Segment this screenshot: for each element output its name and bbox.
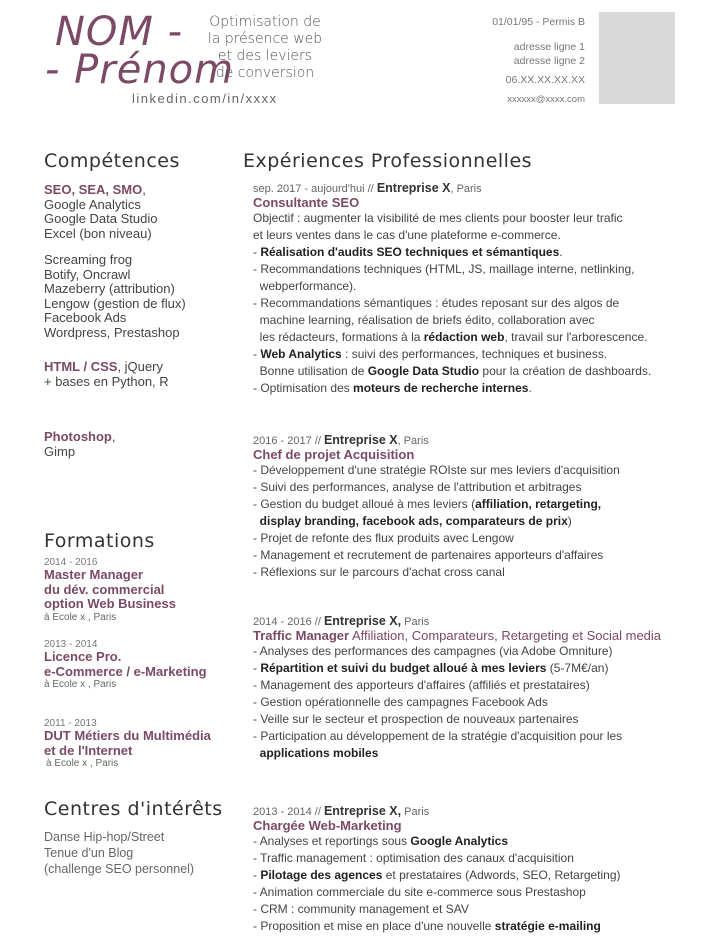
- job-bullet: [253, 261, 693, 278]
- job-city: Paris: [401, 806, 430, 818]
- job-bullet-text: webperformance).: [253, 279, 357, 293]
- job-bullet: [253, 643, 703, 660]
- formation-title: Master Manager: [44, 567, 143, 582]
- formation-item: [44, 718, 244, 769]
- job-bullet: [253, 462, 693, 479]
- formation-item: [44, 557, 244, 623]
- job-bullet-text: - Participation au développement de la stratégie d'acquisition pour les: [253, 729, 623, 743]
- job-bullet-text: - Recommandations techniques (HTML, JS, maillage interne, netlinking,: [253, 262, 635, 276]
- job-lines: [253, 643, 703, 762]
- address-line2: adresse ligne 2: [513, 55, 585, 67]
- skill-item: Lengow (gestion de flux): [44, 295, 186, 311]
- job-bullet: [253, 745, 703, 762]
- job-bullet-text: - Analyses et reportings sous: [253, 834, 411, 848]
- job-role: [253, 628, 703, 643]
- job-bullet: [253, 210, 693, 227]
- birth-permit: 01/01/95 - Permis B: [492, 16, 585, 28]
- job-bullet: [253, 346, 693, 363]
- job-role: [253, 818, 693, 833]
- job-role-label: Consultante SEO: [253, 195, 360, 210]
- job-bullet: [253, 329, 693, 346]
- job-lines: [253, 210, 693, 397]
- job-bullet-text: - Animation commerciale du site e-commerce sous Prestashop: [253, 885, 586, 899]
- job-bullet-text: Bonne utilisation de: [253, 364, 368, 378]
- job-bullet: [253, 363, 693, 380]
- formation-title: et de l'Internet: [44, 742, 133, 758]
- job-header: [253, 614, 703, 628]
- job-bullet: [253, 513, 693, 530]
- linkedin-url[interactable]: linkedin.com/in/xxxx: [132, 91, 278, 106]
- job-bullet: [253, 564, 693, 581]
- job-bullet: [253, 884, 693, 901]
- job-header: [253, 804, 693, 818]
- tagline-line: la présence web: [207, 31, 323, 47]
- interest-item: Danse Hip-hop/Street: [44, 830, 165, 844]
- job-dates: sep. 2017 - aujourd'hui //: [253, 183, 374, 195]
- job-company: Entreprise X,: [323, 804, 402, 818]
- skill-item: Screaming frog: [44, 252, 133, 267]
- job-lines: [253, 462, 693, 581]
- job-bullet-text: machine learning, réalisation de briefs édito, collaboration avec: [253, 313, 595, 327]
- job-entry: [253, 614, 703, 762]
- job-bullet-text: - Analyses des performances des campagnes (via Adobe Omniture): [253, 644, 613, 658]
- skill-code: [44, 360, 234, 375]
- formation-item: [44, 639, 244, 690]
- job-role: [253, 447, 693, 462]
- job-bullet: [253, 244, 693, 261]
- job-bullet-text: pour la création de dashboards.: [479, 364, 652, 378]
- skill-code-rest: , jQuery: [117, 359, 163, 374]
- skill-seo: SEO, SEA, SMO,: [44, 182, 146, 197]
- job-company: Entreprise X,: [323, 614, 402, 628]
- job-bullet-text: -: [253, 868, 261, 882]
- interests-list: [44, 829, 194, 877]
- skill-item: Gimp: [44, 443, 76, 459]
- tagline-line: Optimisation de: [209, 14, 321, 30]
- address-line1: adresse ligne 1: [513, 41, 585, 53]
- phone: 06.XX.XX.XX.XX: [505, 74, 585, 86]
- skill-item: Facebook Ads: [44, 310, 127, 325]
- job-role-label: Chargée Web-Marketing: [253, 818, 402, 833]
- job-lines: [253, 833, 693, 935]
- job-bullet-text: et prestataires (Adwords, SEO, Retargeting): [382, 868, 621, 882]
- skill-item: Google Analytics: [44, 196, 141, 212]
- job-bullet-bold: Google Analytics: [410, 834, 508, 848]
- tagline-line: et des leviers: [217, 48, 313, 64]
- formation-title: option Web Business: [44, 596, 176, 611]
- skill-item: Wordpress, Prestashop: [44, 324, 180, 340]
- formation-title: DUT Métiers du Multimédia: [44, 728, 211, 743]
- job-bullet-text: - Veille sur le secteur et prospection de nouveaux partenaires: [253, 712, 579, 726]
- job-bullet-bold: applications mobiles: [259, 746, 379, 760]
- job-city: , Paris: [450, 183, 482, 195]
- skill-photoshop-label: Photoshop: [44, 429, 112, 444]
- job-entry: [253, 804, 693, 935]
- job-role-extra: Affiliation, Comparateurs, Retargeting et Social media: [349, 628, 662, 643]
- skill-item: Mazeberry (attribution): [44, 281, 175, 296]
- job-bullet: [253, 850, 693, 867]
- job-bullet-text: [253, 746, 260, 760]
- job-bullet-bold: Pilotage des agences: [260, 868, 383, 882]
- job-bullet-bold: rédaction web: [423, 330, 505, 344]
- tagline-line: de conversion: [215, 65, 315, 81]
- job-bullet: [253, 496, 693, 513]
- job-bullet-text: - Développement d'une stratégie ROIste sur mes leviers d'acquisition: [253, 463, 620, 477]
- interest-item: Tenue d'un Blog: [44, 846, 134, 860]
- job-bullet-text: , travail sur l'arborescence.: [504, 330, 648, 344]
- job-bullet-bold: Web Analytics: [260, 347, 342, 361]
- job-city: Paris: [401, 616, 430, 628]
- skills-title: Compétences: [44, 150, 180, 172]
- formation-dates: 2011 - 2013: [44, 718, 97, 729]
- job-bullet-text: : suivi des performances, techniques et business.: [341, 347, 608, 361]
- job-bullet-text: .: [559, 245, 563, 259]
- tagline: [195, 14, 335, 82]
- job-bullet: [253, 227, 693, 244]
- job-bullet-bold: affiliation, retargeting,: [475, 497, 602, 511]
- formations-title: Formations: [44, 530, 155, 552]
- email[interactable]: xxxxxx@xxxx.com: [507, 94, 585, 105]
- job-city: , Paris: [397, 435, 429, 447]
- interest-item: (challenge SEO personnel): [44, 862, 195, 876]
- skills-list: [44, 183, 234, 389]
- job-bullet-bold: display branding, facebook ads, comparateurs de prix: [259, 514, 568, 528]
- job-bullet: [253, 295, 693, 312]
- job-company: Entreprise X: [323, 433, 398, 447]
- skill-seo-label: SEO, SEA, SMO: [44, 182, 143, 197]
- skill-photoshop: Photoshop,: [44, 429, 116, 444]
- job-bullet-text: [253, 514, 260, 528]
- skill-item: Botify, Oncrawl: [44, 266, 131, 282]
- job-bullet-text: - Management et recrutement de partenaires apporteurs d'affaires: [253, 548, 604, 562]
- job-dates: 2014 - 2016 //: [253, 616, 321, 628]
- job-bullet-bold: Répartition et suivi du budget alloué à mes leviers: [260, 661, 547, 675]
- job-role-label: Traffic Manager: [253, 628, 350, 643]
- skill-code-label: HTML / CSS: [44, 359, 118, 374]
- formation-school: à Ecole x , Paris: [44, 679, 117, 690]
- job-bullet: [253, 380, 693, 397]
- job-bullet-text: -: [253, 245, 261, 259]
- job-bullet-text: - Suivi des performances, analyse de l'attribution et arbitrages: [253, 480, 582, 494]
- job-header: [253, 181, 693, 195]
- skill-item: Google Data Studio: [44, 211, 158, 226]
- formation-school: à Ecole x , Paris: [46, 758, 119, 769]
- job-company: Entreprise X: [376, 181, 451, 195]
- job-bullet: [253, 918, 693, 935]
- job-dates: 2013 - 2014 //: [253, 806, 321, 818]
- job-bullet-text: - Recommandations sémantiques : études reposant sur des algos de: [253, 296, 620, 310]
- skill-item: Excel (bon niveau): [44, 225, 152, 241]
- job-bullet: [253, 901, 693, 918]
- job-role-label: Chef de projet Acquisition: [253, 447, 415, 462]
- photo-placeholder: [599, 12, 675, 104]
- job-bullet-text: Objectif : augmenter la visibilité de mes clients pour booster leur trafic: [253, 211, 623, 225]
- job-bullet: [253, 677, 703, 694]
- formation-dates: 2014 - 2016: [44, 557, 98, 568]
- job-bullet: [253, 711, 703, 728]
- job-bullet-text: - Optimisation des: [253, 381, 354, 395]
- job-bullet-text: .: [528, 381, 532, 395]
- job-bullet: [253, 728, 703, 745]
- job-bullet: [253, 479, 693, 496]
- job-bullet-bold: Réalisation d'audits SEO techniques et sémantiques: [260, 245, 560, 259]
- skill-item: + bases en Python, R: [44, 373, 169, 389]
- job-bullet: [253, 867, 693, 884]
- name-line2: - Prénom: [45, 47, 235, 93]
- job-bullet: [253, 547, 693, 564]
- interests-title: Centres d'intérêts: [44, 798, 223, 820]
- job-bullet-text: - Gestion opérationnelle des campagnes Facebook Ads: [253, 695, 548, 709]
- job-bullet-text: ): [567, 514, 572, 528]
- job-bullet-text: -: [253, 347, 261, 361]
- contact-block: [420, 14, 585, 108]
- skills-design: [44, 430, 116, 459]
- name-line1: NOM -: [55, 9, 184, 55]
- job-entry: [253, 181, 693, 397]
- formation-title: e-Commerce / e-Marketing: [44, 663, 207, 679]
- job-bullet-text: - Projet de refonte des flux produits avec Lengow: [253, 531, 514, 545]
- formation-school: à Ecole x , Paris: [44, 611, 117, 623]
- job-bullet-text: - Traffic management : optimisation des canaux d'acquisition: [253, 851, 574, 865]
- job-bullet-text: - Gestion du budget alloué à mes leviers (: [253, 497, 476, 511]
- job-bullet-text: - Management des apporteurs d'affaires (affiliés et prestataires): [253, 678, 590, 692]
- job-header: [253, 433, 693, 447]
- job-bullet-text: (5-7M€/an): [546, 661, 609, 675]
- job-bullet: [253, 694, 703, 711]
- job-bullet: [253, 660, 703, 677]
- formation-title: Licence Pro.: [44, 649, 122, 664]
- job-bullet-text: - Proposition et mise en place d'une nouvelle: [253, 919, 495, 933]
- job-bullet: [253, 833, 693, 850]
- job-bullet-text: et leurs ventes dans le cas d'une plateforme e-commerce.: [253, 228, 561, 242]
- job-bullet: [253, 530, 693, 547]
- job-entry: [253, 433, 693, 581]
- job-bullet: [253, 312, 693, 329]
- job-bullet-text: -: [253, 661, 261, 675]
- job-dates: 2016 - 2017 //: [253, 435, 321, 447]
- experience-title: Expériences Professionnelles: [243, 150, 533, 172]
- job-bullet-bold: Google Data Studio: [367, 364, 480, 378]
- job-bullet: [253, 278, 693, 295]
- job-bullet-bold: moteurs de recherche internes: [353, 381, 529, 395]
- job-bullet-text: les rédacteurs, formations à la: [253, 330, 424, 344]
- job-bullet-text: - CRM : community management et SAV: [253, 902, 469, 916]
- job-bullet-bold: stratégie e-mailing: [494, 919, 601, 933]
- job-role: [253, 195, 693, 210]
- job-bullet-text: - Réflexions sur le parcours d'achat cross canal: [253, 565, 505, 579]
- formation-dates: 2013 - 2014: [44, 639, 98, 650]
- formation-title: du dév. commercial: [44, 581, 165, 597]
